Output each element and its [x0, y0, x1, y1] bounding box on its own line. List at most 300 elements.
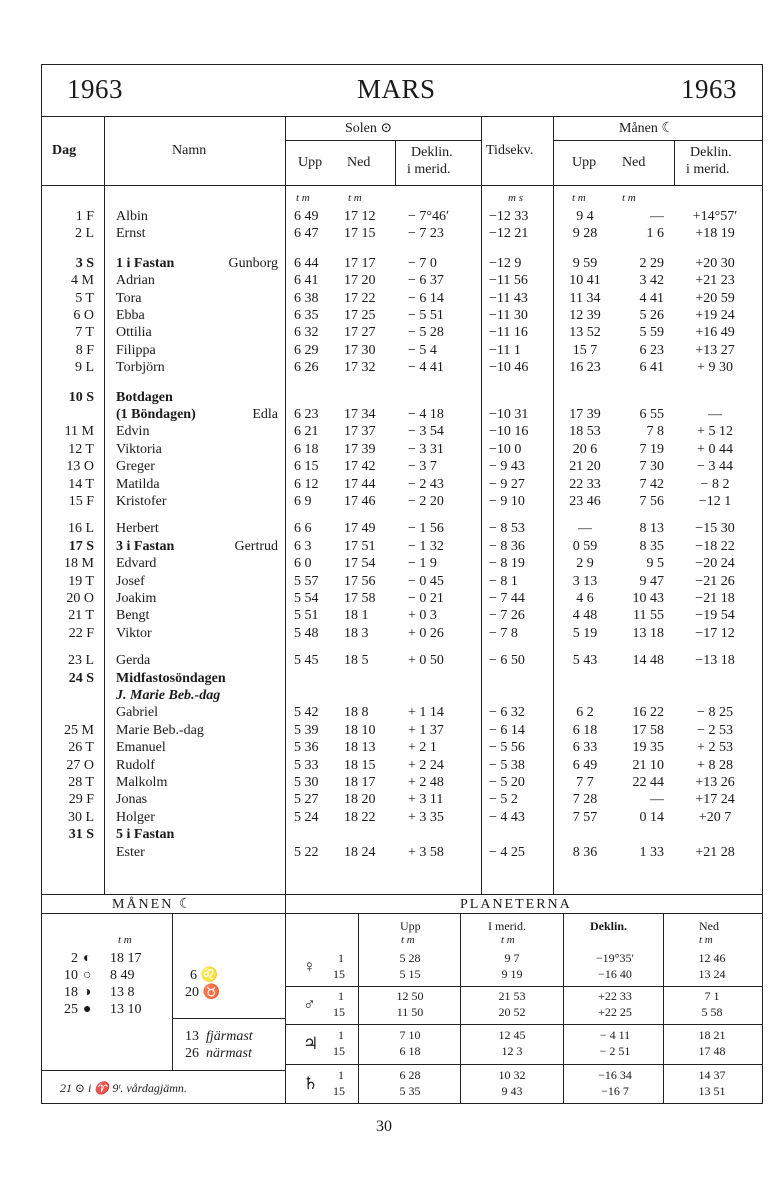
row-sun-set: 18 24	[344, 844, 376, 860]
row-eq-time: − 9 27	[489, 476, 525, 492]
row-sun-decl: + 2 1	[408, 740, 437, 756]
unit-moon-ned: t m	[622, 192, 636, 204]
row-sun-rise: 6 47	[294, 226, 319, 242]
row-moon-decl: + 0 44	[697, 441, 733, 457]
row-name: Edvin	[116, 424, 150, 440]
planet-set: 7 1	[704, 989, 720, 1003]
row-name: Rudolf	[116, 757, 155, 773]
planet-col-upp: Upp	[400, 919, 421, 933]
row-moon-decl: +21 28	[695, 844, 735, 860]
page-number: 30	[376, 1118, 392, 1135]
planet-set: 13 51	[698, 1084, 726, 1098]
row-sun-rise: 5 27	[294, 792, 319, 808]
row-moon-set: 10 43	[632, 591, 664, 606]
row-moon-set: 2 29	[639, 255, 664, 271]
row-moon-decl: +20 59	[695, 290, 735, 306]
row-day: 27 O	[66, 757, 94, 773]
col-moon-ned: Ned	[622, 155, 646, 170]
planet-day: 15	[333, 1044, 345, 1058]
row-moon-decl: −13 18	[695, 653, 735, 669]
row-moon-rise: 7 57	[572, 809, 598, 825]
planet-set: 17 48	[698, 1044, 726, 1058]
row-sun-rise: 6 3	[294, 538, 312, 554]
row-sun-rise: 6 9	[294, 494, 312, 509]
phase-time: 13 8	[110, 985, 135, 1000]
row-sun-set: 17 12	[344, 209, 376, 224]
row-moon-set: —	[650, 792, 664, 808]
row-sun-decl: − 6 37	[408, 273, 444, 289]
row-name: Ottilia	[116, 325, 152, 341]
moon-box-title: MÅNEN ☾	[112, 897, 194, 912]
planet-rule	[285, 1024, 763, 1025]
row-sun-rise: 6 18	[294, 441, 319, 457]
row-sun-decl: − 0 21	[408, 591, 444, 606]
row-sun-set: 17 56	[344, 573, 376, 589]
row-name: Josef	[116, 573, 145, 589]
row-moon-set: 1 33	[639, 844, 664, 860]
row-sun-rise: 5 24	[294, 809, 319, 825]
planet-rise: 5 28	[399, 951, 421, 965]
row-sun-rise: 5 36	[294, 740, 319, 756]
planet-day: 1	[338, 989, 344, 1003]
row-name: Malkolm	[116, 775, 168, 790]
planet-symbol: ♄	[303, 1074, 319, 1093]
row-sun-set: 17 34	[344, 407, 376, 422]
row-moon-decl: −17 12	[695, 625, 735, 641]
row-sun-decl: − 3 31	[408, 441, 444, 457]
row-name: Ebba	[116, 308, 145, 323]
moon-sign: 20 ♉	[185, 985, 220, 1000]
row-eq-time: − 6 14	[489, 722, 525, 738]
planet-day: 1	[338, 951, 344, 965]
phase-symbol: ●	[83, 1002, 92, 1017]
row-sun-set: 17 30	[344, 342, 376, 358]
row-name: (1 Böndagen)	[116, 407, 196, 422]
row-sun-set: 17 20	[344, 273, 376, 289]
apsis-day: 26	[185, 1046, 199, 1061]
row-day: 20 O	[66, 591, 94, 606]
col-namn: Namn	[172, 143, 207, 158]
row-sun-decl: − 7°46′	[408, 209, 450, 224]
row-moon-decl: + 5 12	[697, 424, 733, 440]
row-sun-decl: − 1 32	[408, 538, 444, 554]
row-moon-set: 19 35	[632, 740, 664, 756]
planet-decl: −19°35′	[595, 951, 635, 965]
row-sun-set: 17 46	[344, 494, 376, 509]
row-name: Filippa	[116, 342, 156, 358]
row-day: 3 S	[75, 255, 94, 271]
row-moon-rise: 8 36	[572, 844, 598, 860]
month-title: MARS	[357, 74, 436, 104]
row-name: Matilda	[116, 476, 160, 492]
row-day: 13 O	[66, 459, 94, 475]
row-name: Joakim	[116, 591, 157, 606]
row-eq-time: −10 16	[489, 424, 529, 440]
row-moon-rise: 4 48	[572, 608, 598, 624]
row-moon-decl: + 8 28	[697, 757, 733, 773]
row-moon-rise: 22 33	[569, 476, 601, 492]
row-moon-decl: + 9 30	[697, 360, 733, 376]
row-sun-rise: 5 51	[294, 608, 319, 624]
section-rule	[41, 894, 763, 895]
moon-sign: 6 ♌	[190, 968, 218, 983]
row-sun-decl: + 1 14	[408, 705, 444, 721]
row-sun-rise: 5 39	[294, 722, 319, 738]
planet-merid: 20 52	[498, 1005, 526, 1019]
row-moon-rise: 12 39	[569, 308, 601, 323]
row-day: 1 F	[75, 209, 94, 224]
row-eq-time: − 8 53	[489, 521, 525, 537]
row-sun-rise: 5 33	[294, 757, 319, 773]
row-moon-rise: 5 43	[572, 653, 598, 669]
row-sun-decl: + 3 58	[408, 844, 444, 860]
row-sun-rise: 6 41	[294, 273, 319, 289]
row-sun-set: 18 3	[344, 625, 369, 641]
row-name: Albin	[116, 209, 148, 224]
row-sun-set: 17 22	[344, 290, 376, 306]
row-day: 19 T	[68, 573, 94, 589]
planet-day: 15	[333, 1005, 345, 1019]
row-day: 6 O	[73, 308, 94, 323]
row-sun-rise: 6 49	[294, 209, 319, 224]
row-sun-set: 18 20	[344, 792, 376, 808]
row-moon-decl: −15 30	[695, 521, 735, 537]
row-sun-rise: 6 21	[294, 424, 319, 440]
row-moon-rise: 20 6	[572, 441, 598, 457]
row-sun-set: 17 49	[344, 521, 376, 537]
phase-symbol: ◑	[83, 985, 92, 1000]
planet-rise: 6 18	[399, 1044, 421, 1058]
planet-col-upp-unit: t m	[401, 934, 415, 946]
row-moon-decl: −21 18	[695, 591, 735, 606]
planet-col-ned-unit: t m	[699, 934, 713, 946]
col-sun-ned: Ned	[347, 155, 371, 170]
planet-rise: 12 50	[396, 989, 424, 1003]
row-moon-rise: 7 28	[572, 792, 598, 808]
col-tidsekv: Tidsekv.	[486, 143, 534, 158]
row-sun-decl: + 2 24	[408, 757, 444, 773]
row-sun-decl: + 0 26	[408, 625, 444, 641]
row-name: Midfastosöndagen	[116, 670, 226, 686]
row-sun-decl: − 2 43	[408, 476, 444, 492]
year-left: 1963	[67, 74, 123, 104]
section-divider	[285, 894, 286, 1104]
row-moon-set: 11 55	[633, 608, 664, 624]
row-moon-rise: 9 59	[572, 255, 598, 271]
row-moon-rise: 3 13	[572, 573, 598, 589]
row-moon-decl: −20 24	[695, 556, 735, 572]
row-sun-decl: − 0 45	[408, 573, 444, 589]
row-sun-decl: + 1 37	[408, 722, 444, 738]
row-moon-rise: 13 52	[569, 325, 601, 341]
row-day: 17 S	[68, 538, 94, 554]
row-moon-decl: − 3 44	[697, 459, 733, 475]
col-solen: Solen ⊙	[345, 121, 393, 136]
row-sun-set: 17 25	[344, 308, 376, 323]
moon-box-rule	[172, 913, 173, 1070]
unit-moon-upp: t m	[572, 192, 586, 204]
row-moon-decl: +14°57′	[692, 209, 738, 224]
row-name: Gabriel	[116, 705, 158, 721]
planet-set: 14 37	[698, 1068, 726, 1082]
row-day: 31 S	[68, 827, 94, 843]
row-day: 5 T	[75, 290, 94, 306]
row-moon-rise: —	[578, 521, 592, 537]
row-moon-set: —	[650, 209, 664, 224]
row-sun-set: 17 54	[344, 556, 376, 572]
row-name-secondary: Gunborg	[228, 255, 278, 271]
row-moon-set: 16 22	[632, 705, 664, 721]
row-eq-time: − 5 2	[489, 792, 518, 808]
solen-rule	[285, 140, 481, 141]
row-moon-set: 14 48	[632, 653, 664, 669]
row-day: 10 S	[68, 389, 94, 405]
row-name: Holger	[116, 809, 155, 825]
col-rule	[395, 140, 396, 185]
col-moon-upp: Upp	[572, 155, 597, 170]
row-moon-set: 4 41	[639, 290, 664, 306]
col-rule	[674, 140, 675, 185]
col-rule	[285, 116, 286, 894]
row-sun-set: 18 1	[344, 608, 369, 624]
row-moon-decl: − 2 53	[697, 722, 733, 738]
row-moon-set: 7 56	[639, 494, 664, 509]
col-moon-deklin: Deklin.	[690, 145, 732, 160]
row-sun-set: 17 32	[344, 360, 376, 376]
row-name: Bengt	[116, 608, 150, 624]
moon-box-unit: t m	[118, 934, 132, 946]
row-day: 18 M	[64, 556, 94, 572]
apsis-day: 13	[185, 1029, 199, 1044]
row-eq-time: −11 30	[489, 308, 528, 323]
planet-col-merid: I merid.	[488, 919, 526, 933]
row-eq-time: − 9 43	[489, 459, 525, 475]
row-day: 22 F	[68, 625, 94, 641]
row-day: 4 M	[71, 273, 94, 289]
planet-decl: − 4 11	[599, 1028, 631, 1042]
row-moon-set: 6 23	[639, 342, 664, 358]
planet-rule	[285, 986, 763, 987]
col-dag: Dag	[52, 143, 77, 158]
planet-merid: 21 53	[498, 989, 526, 1003]
row-day: 24 S	[68, 670, 94, 686]
row-moon-set: 6 41	[639, 360, 664, 376]
row-day: 30 L	[67, 809, 94, 825]
row-sun-rise: 6 15	[294, 459, 319, 475]
planet-decl: +22 33	[598, 989, 632, 1003]
row-eq-time: − 8 19	[489, 556, 525, 572]
row-eq-time: − 5 38	[489, 757, 525, 773]
row-sun-rise: 6 23	[294, 407, 319, 422]
row-name: Marie Beb.-dag	[116, 722, 204, 738]
apsis-label: närmast	[206, 1046, 252, 1061]
row-moon-decl: +13 26	[695, 775, 735, 790]
row-moon-rise: 16 23	[569, 360, 601, 376]
row-name: Botdagen	[116, 389, 173, 405]
row-moon-set: 6 55	[639, 407, 664, 422]
row-moon-set: 7 19	[639, 441, 664, 457]
row-eq-time: −12 33	[489, 209, 529, 224]
row-moon-rise: 6 18	[572, 722, 598, 738]
row-sun-decl: − 4 41	[408, 360, 444, 376]
row-eq-time: − 6 50	[489, 653, 525, 669]
row-moon-decl: −18 22	[695, 538, 735, 554]
row-eq-time: −10 46	[489, 360, 529, 376]
row-eq-time: − 9 10	[489, 494, 525, 509]
row-sun-set: 18 5	[344, 653, 369, 669]
row-moon-decl: +20 30	[695, 255, 735, 271]
row-sun-set: 17 27	[344, 325, 376, 341]
manen-rule	[553, 140, 763, 141]
planet-rule	[663, 913, 664, 1104]
row-day: 12 T	[68, 441, 94, 457]
row-eq-time: − 4 25	[489, 844, 525, 860]
row-eq-time: − 6 32	[489, 705, 525, 721]
row-eq-time: −12 9	[489, 255, 522, 271]
row-sun-rise: 5 22	[294, 844, 319, 860]
row-eq-time: −11 56	[489, 273, 528, 289]
row-day: 29 F	[68, 792, 94, 808]
planet-rule	[460, 913, 461, 1104]
row-moon-rise: 0 59	[572, 538, 598, 554]
row-moon-set: 17 58	[632, 722, 664, 738]
row-moon-decl: +13 27	[695, 342, 735, 358]
row-day: 21 T	[68, 608, 94, 624]
phase-symbol: ○	[83, 968, 92, 983]
row-sun-rise: 5 42	[294, 705, 319, 721]
row-moon-decl: −21 26	[695, 573, 735, 589]
row-name: Ester	[116, 844, 145, 860]
row-moon-set: 8 13	[639, 521, 664, 537]
row-day: 11 M	[64, 424, 94, 440]
phase-day: 18	[64, 985, 78, 1000]
row-name: 3 i Fastan	[116, 538, 175, 554]
col-rule	[481, 116, 482, 894]
row-day: 16 L	[67, 521, 94, 537]
planet-day: 15	[333, 967, 345, 981]
planet-symbol: ♂	[303, 995, 316, 1014]
row-day: 2 L	[74, 226, 94, 242]
planet-rule	[563, 913, 564, 1104]
planet-rise: 11 50	[396, 1005, 424, 1019]
moon-box-rule	[172, 1018, 285, 1019]
equinox-note: 21 ⊙ i ♈ 9ᵗ. vårdagjämn.	[60, 1081, 187, 1095]
row-moon-rise: 10 41	[569, 273, 601, 289]
planet-symbol: ♀	[303, 957, 316, 976]
row-sun-decl: − 1 9	[408, 556, 437, 572]
row-moon-decl: −12 1	[698, 494, 732, 509]
row-name: 1 i Fastan	[116, 255, 175, 271]
row-eq-time: − 5 20	[489, 775, 525, 790]
planet-set: 18 21	[698, 1028, 726, 1042]
row-sun-decl: − 1 56	[408, 521, 444, 537]
row-moon-rise: 7 7	[576, 775, 594, 790]
planet-col-ned: Ned	[699, 919, 719, 933]
header-rule	[41, 116, 763, 117]
row-moon-rise: 4 6	[576, 591, 594, 606]
row-day: 8 F	[75, 342, 94, 358]
row-eq-time: − 7 26	[489, 608, 525, 624]
row-moon-set: 13 18	[632, 625, 664, 641]
row-moon-set: 8 35	[639, 538, 664, 554]
row-sun-set: 17 17	[344, 255, 376, 271]
planet-set: 12 46	[698, 951, 726, 965]
row-moon-set: 9 47	[639, 573, 664, 589]
row-sun-rise: 5 30	[294, 775, 319, 790]
row-name: 5 i Fastan	[116, 827, 175, 843]
row-name: Viktoria	[116, 441, 162, 457]
row-sun-set: 17 39	[344, 441, 376, 457]
row-moon-set: 7 42	[639, 476, 664, 492]
row-moon-rise: 15 7	[572, 342, 598, 358]
row-moon-rise: 18 53	[569, 424, 601, 440]
row-sun-rise: 5 45	[294, 653, 319, 669]
row-sun-rise: 5 57	[294, 573, 319, 589]
row-moon-rise: 5 19	[572, 625, 598, 641]
row-sun-set: 18 13	[344, 740, 376, 756]
year-right: 1963	[681, 74, 737, 104]
planet-col-deklin: Deklin.	[590, 919, 628, 933]
row-moon-set: 7 30	[639, 459, 664, 475]
row-moon-set: 22 44	[632, 775, 664, 790]
row-moon-decl: +19 24	[695, 308, 735, 323]
row-eq-time: −10 31	[489, 407, 529, 422]
row-name: Adrian	[116, 273, 155, 289]
row-sun-decl: + 3 35	[408, 809, 444, 825]
planet-set: 13 24	[698, 967, 726, 981]
row-sun-rise: 6 44	[294, 255, 319, 271]
row-sun-decl: − 3 54	[408, 424, 444, 440]
row-moon-rise: 2 9	[576, 556, 594, 572]
row-moon-decl: +17 24	[695, 792, 735, 808]
row-moon-decl: +16 49	[695, 325, 735, 341]
planet-merid: 12 3	[501, 1044, 523, 1058]
row-moon-set: 0 14	[639, 809, 664, 825]
phase-time: 13 10	[110, 1002, 142, 1017]
row-eq-time: − 8 1	[489, 573, 518, 589]
row-sun-decl: − 3 7	[408, 459, 437, 475]
row-sun-decl: − 2 20	[408, 494, 444, 509]
col-sun-deklin: Deklin.	[411, 145, 453, 160]
planet-rise: 6 28	[399, 1068, 421, 1082]
row-name: J. Marie Beb.-dag	[116, 688, 221, 703]
planet-decl: +22 25	[598, 1005, 632, 1019]
row-moon-rise: 21 20	[569, 459, 601, 475]
row-name: Torbjörn	[116, 360, 165, 376]
row-name: Edvard	[116, 556, 157, 572]
row-sun-decl: − 5 51	[408, 308, 444, 323]
row-moon-set: 7 8	[646, 424, 664, 440]
row-eq-time: − 7 44	[489, 591, 525, 606]
planet-merid: 9 43	[501, 1084, 523, 1098]
row-moon-decl: +21 23	[695, 273, 735, 289]
phase-day: 2	[71, 951, 78, 966]
row-sun-decl: + 0 50	[408, 653, 444, 669]
row-day: 14 T	[68, 476, 94, 492]
row-sun-rise: 6 12	[294, 476, 319, 492]
planet-rise: 5 35	[399, 1084, 421, 1098]
row-eq-time: −10 0	[489, 441, 522, 457]
row-moon-decl: − 8 2	[700, 476, 730, 492]
row-sun-rise: 5 48	[294, 625, 319, 641]
row-eq-time: − 8 36	[489, 538, 525, 554]
planet-rise: 7 10	[399, 1028, 421, 1042]
row-sun-decl: + 0 3	[408, 608, 437, 624]
section-rule	[41, 913, 763, 914]
row-moon-set: 1 6	[646, 226, 664, 242]
row-moon-rise: 9 28	[572, 226, 598, 242]
planet-rule	[285, 1064, 763, 1065]
